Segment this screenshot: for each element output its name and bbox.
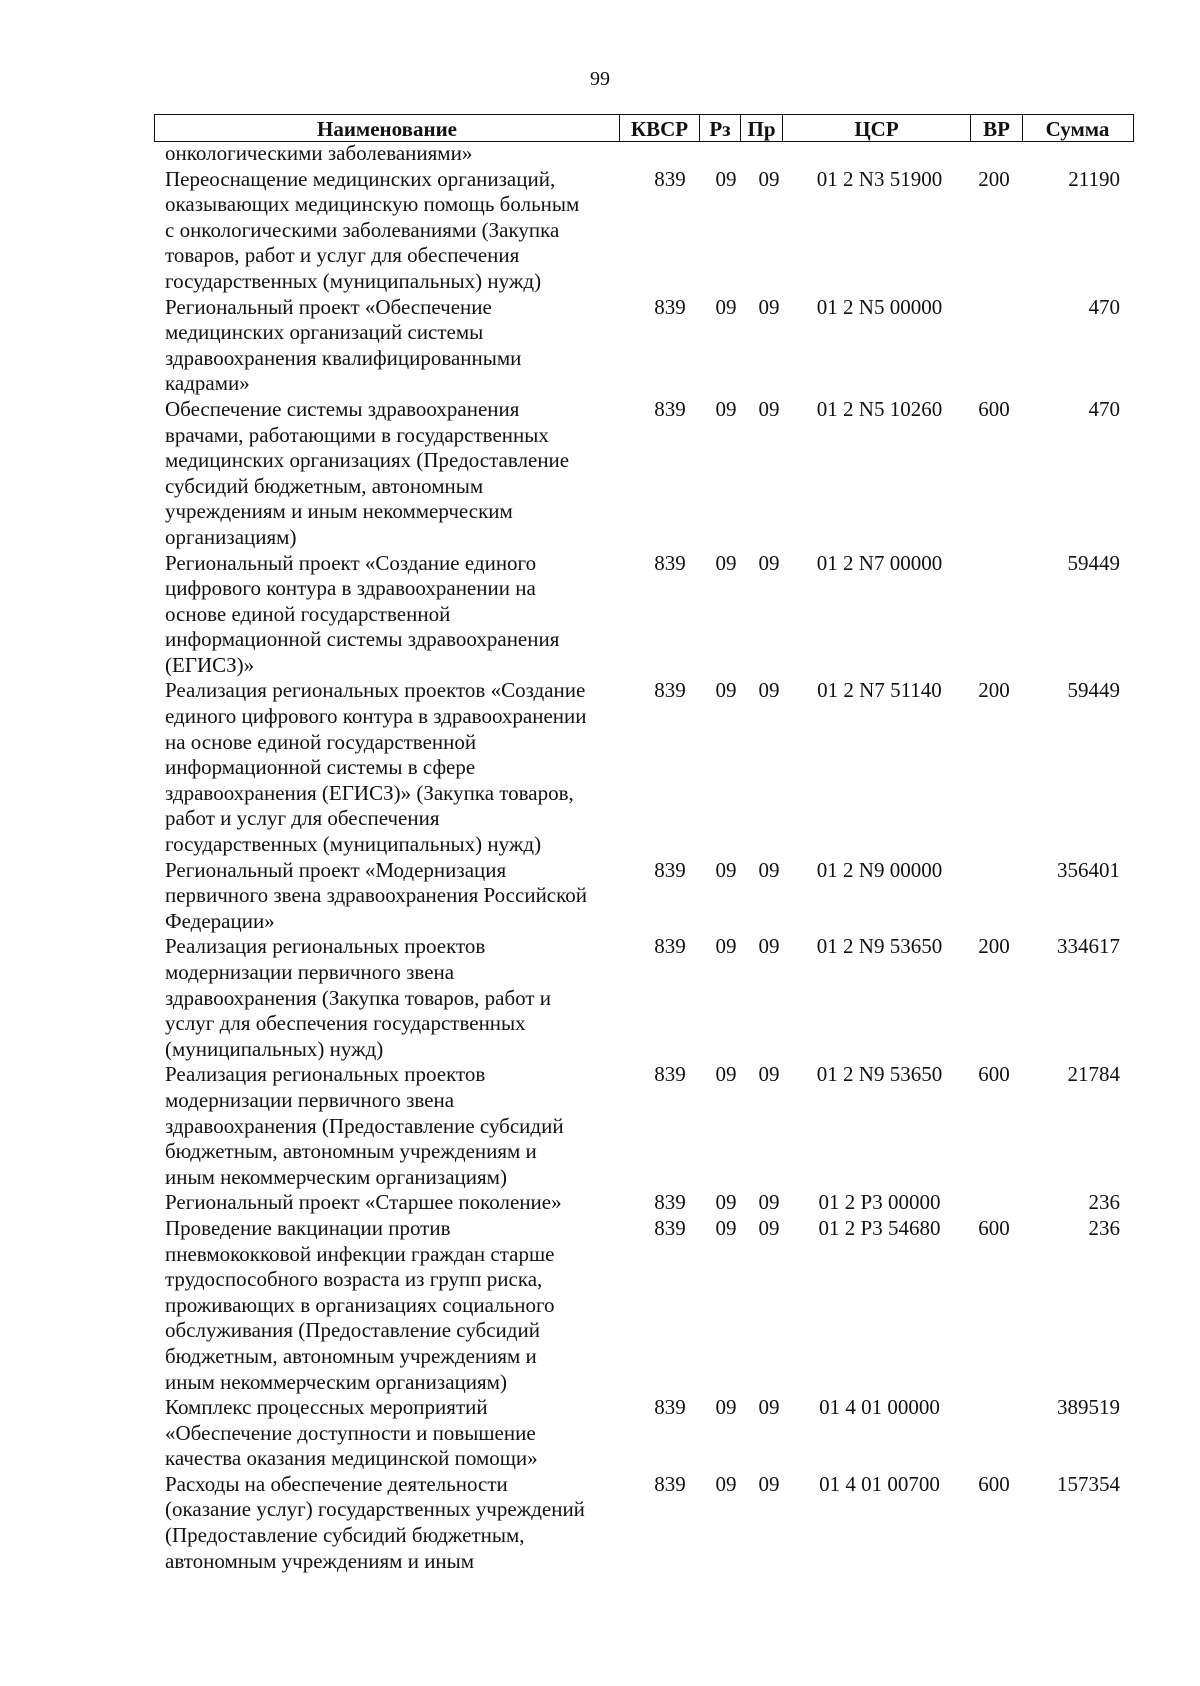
row-rz: 09 bbox=[715, 1062, 737, 1087]
row-rz: 09 bbox=[715, 550, 737, 575]
row-name: Региональный проект «Обеспечение медицинских организаций системы здравоохранения квалифицированными кадрами» bbox=[165, 294, 522, 396]
row-name: Проведение вакцинации против пневмококковой инфекции граждан старше трудоспособного возраста из групп риска, проживающих в организациях социального обслуживания (Предоставление субсидий бюджетным, автономным учреждениям и иным некоммерческим организациям) bbox=[165, 1215, 555, 1394]
row-csr: 01 2 N5 10260 bbox=[816, 396, 943, 421]
row-kvsr: 839 bbox=[654, 166, 686, 191]
row-vr: 600 bbox=[978, 1215, 1010, 1240]
row-kvsr: 839 bbox=[654, 1062, 686, 1087]
row-rz: 09 bbox=[715, 1215, 737, 1240]
row-csr: 01 2 N5 00000 bbox=[816, 294, 943, 319]
row-sum: 21190 bbox=[1068, 166, 1120, 191]
header-csr: ЦСР bbox=[783, 115, 971, 141]
row-rz: 09 bbox=[715, 294, 737, 319]
row-name: Реализация региональных проектов модернизации первичного звена здравоохранения (Закупка товаров, работ и услуг для обеспечения государственных (муниципальных) нужд) bbox=[165, 934, 552, 1061]
table-row bbox=[154, 1472, 1134, 1574]
row-kvsr: 839 bbox=[654, 1471, 686, 1496]
row-pr: 09 bbox=[758, 1215, 780, 1240]
header-pr: Пр bbox=[741, 115, 783, 141]
row-name: Реализация региональных проектов модернизации первичного звена здравоохранения (Предоставление субсидий бюджетным, автономным учреждениям и иным некоммерческим организациям) bbox=[165, 1062, 564, 1189]
row-kvsr: 839 bbox=[654, 857, 686, 882]
table-row bbox=[154, 934, 1134, 1062]
row-vr: 200 bbox=[978, 166, 1010, 191]
row-rz: 09 bbox=[715, 396, 737, 421]
row-sum: 236 bbox=[1088, 1190, 1120, 1215]
row-rz: 09 bbox=[715, 857, 737, 882]
row-sum: 470 bbox=[1088, 396, 1120, 421]
row-vr: 200 bbox=[978, 678, 1010, 703]
table-row bbox=[154, 678, 1134, 857]
row-name: Обеспечение системы здравоохранения врачами, работающими в государственных медицинских организациях (Предоставление субсидий бюджетным, автономным учреждениям и иным некоммерческим организациям) bbox=[165, 396, 570, 549]
row-sum: 157354 bbox=[1057, 1471, 1120, 1496]
table-row bbox=[154, 858, 1134, 935]
row-pr: 09 bbox=[758, 1190, 780, 1215]
row-kvsr: 839 bbox=[654, 1395, 686, 1420]
row-kvsr: 839 bbox=[654, 1215, 686, 1240]
row-name: Региональный проект «Старшее поколение» bbox=[165, 1190, 562, 1215]
row-pr: 09 bbox=[758, 678, 780, 703]
row-kvsr: 839 bbox=[654, 934, 686, 959]
header-rz: Рз bbox=[700, 115, 741, 141]
row-sum: 470 bbox=[1088, 294, 1120, 319]
row-vr: 600 bbox=[978, 396, 1010, 421]
row-name: Региональный проект «Модернизация первичного звена здравоохранения Российской Федерации» bbox=[165, 857, 587, 933]
row-pr: 09 bbox=[758, 166, 780, 191]
table-row bbox=[154, 1216, 1134, 1395]
row-csr: 01 2 N9 00000 bbox=[816, 857, 943, 882]
row-sum: 389519 bbox=[1057, 1395, 1120, 1420]
row-csr: 01 2 N9 53650 bbox=[816, 1062, 943, 1087]
row-name: Расходы на обеспечение деятельности (оказание услуг) государственных учреждений (Предоставление субсидий бюджетным, автономным учреждениям и иным bbox=[165, 1471, 585, 1573]
table-row bbox=[154, 551, 1134, 679]
table-row bbox=[154, 1062, 1134, 1190]
table-row bbox=[154, 1395, 1134, 1472]
row-pr: 09 bbox=[758, 1395, 780, 1420]
row-pr: 09 bbox=[758, 550, 780, 575]
row-sum: 59449 bbox=[1067, 550, 1120, 575]
row-vr: 600 bbox=[978, 1062, 1010, 1087]
budget-table-body bbox=[154, 141, 1134, 1574]
table-row bbox=[154, 141, 1134, 167]
row-rz: 09 bbox=[715, 1395, 737, 1420]
row-pr: 09 bbox=[758, 1471, 780, 1496]
row-csr: 01 2 N3 51900 bbox=[816, 166, 943, 191]
row-rz: 09 bbox=[715, 166, 737, 191]
header-name: Наименование bbox=[155, 115, 620, 141]
table-row bbox=[154, 295, 1134, 397]
row-rz: 09 bbox=[715, 1190, 737, 1215]
row-pr: 09 bbox=[758, 934, 780, 959]
row-sum: 334617 bbox=[1057, 934, 1120, 959]
row-pr: 09 bbox=[758, 857, 780, 882]
row-sum: 236 bbox=[1088, 1215, 1120, 1240]
row-pr: 09 bbox=[758, 1062, 780, 1087]
row-pr: 09 bbox=[758, 294, 780, 319]
row-csr: 01 4 01 00000 bbox=[819, 1395, 940, 1420]
table-row bbox=[154, 397, 1134, 551]
row-csr: 01 2 N7 51140 bbox=[817, 678, 942, 703]
table-header bbox=[154, 114, 1134, 142]
header-vr: ВР bbox=[971, 115, 1023, 141]
row-sum: 59449 bbox=[1067, 678, 1120, 703]
row-rz: 09 bbox=[715, 678, 737, 703]
row-name: Комплекс процессных мероприятий «Обеспечение доступности и повышение качества оказания медицинской помощи» bbox=[165, 1395, 538, 1471]
row-rz: 09 bbox=[715, 1471, 737, 1496]
row-pr: 09 bbox=[758, 396, 780, 421]
row-kvsr: 839 bbox=[654, 1190, 686, 1215]
row-name: Региональный проект «Создание единого цифрового контура в здравоохранении на основе единой государственной информационной системы здравоохранения (ЕГИСЗ)» bbox=[165, 550, 560, 677]
row-csr: 01 2 P3 54680 bbox=[818, 1215, 941, 1240]
row-name: Реализация региональных проектов «Создание единого цифрового контура в здравоохранении на основе единой государственной информационной системы в сфере здравоохранения (ЕГИСЗ)» (Закупка товаров, работ и услуг для обеспечения государственных (муниципальных) нужд) bbox=[165, 678, 587, 857]
row-kvsr: 839 bbox=[654, 396, 686, 421]
row-sum: 21784 bbox=[1067, 1062, 1120, 1087]
row-name: онкологическими заболеваниями» bbox=[165, 141, 473, 165]
row-csr: 01 2 N7 00000 bbox=[816, 550, 943, 575]
row-csr: 01 4 01 00700 bbox=[819, 1471, 940, 1496]
table-row bbox=[154, 167, 1134, 295]
row-vr: 600 bbox=[978, 1471, 1010, 1496]
header-kvsr: КВСР bbox=[620, 115, 700, 141]
row-kvsr: 839 bbox=[654, 550, 686, 575]
row-csr: 01 2 P3 00000 bbox=[818, 1190, 941, 1215]
row-kvsr: 839 bbox=[654, 294, 686, 319]
header-sum: Сумма bbox=[1045, 117, 1110, 141]
page-number: 99 bbox=[590, 68, 610, 90]
table-row bbox=[154, 1190, 1134, 1216]
row-sum: 356401 bbox=[1057, 857, 1120, 882]
row-csr: 01 2 N9 53650 bbox=[816, 934, 943, 959]
row-vr: 200 bbox=[978, 934, 1010, 959]
row-kvsr: 839 bbox=[654, 678, 686, 703]
row-name: Переоснащение медицинских организаций, оказывающих медицинскую помощь больным с онкологическими заболеваниями (Закупка товаров, работ и услуг для обеспечения государственных (муниципальных) нужд) bbox=[165, 166, 580, 293]
row-rz: 09 bbox=[715, 934, 737, 959]
